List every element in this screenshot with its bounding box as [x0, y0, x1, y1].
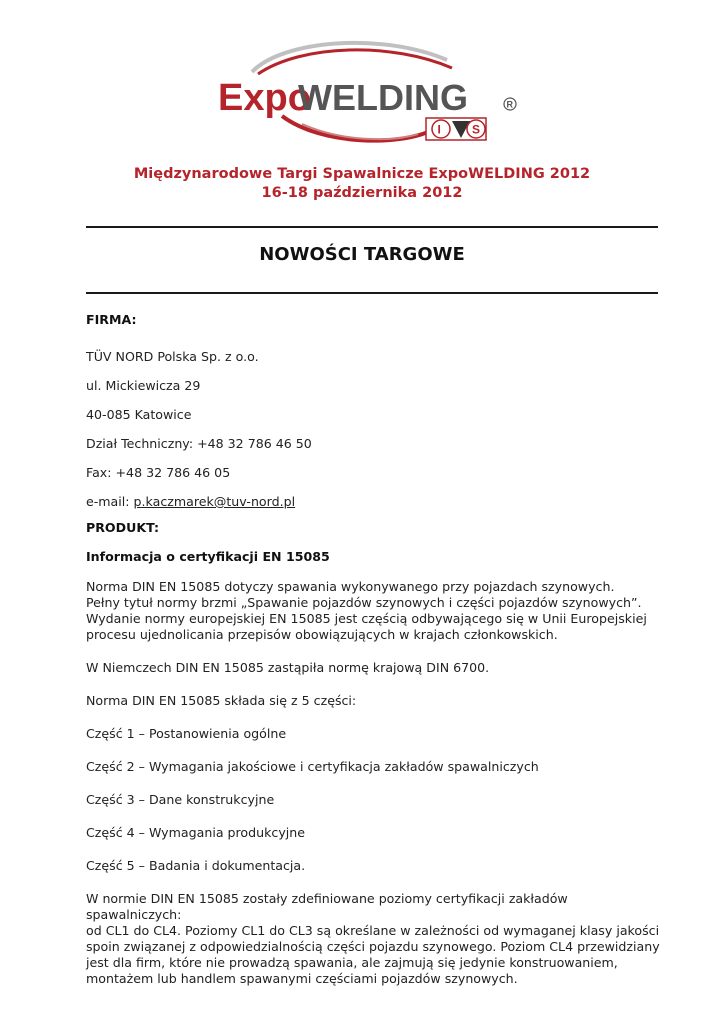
- intro-line: procesu ujednolicania przepisów obowiązujących w krajach członkowskich.: [86, 627, 558, 642]
- logo-text-expo: Expo: [218, 77, 311, 119]
- list-item: Część 1 – Postanowienia ogólne: [86, 726, 287, 741]
- paragraph-parts-intro: Norma DIN EN 15085 składa się z 5 części:: [86, 693, 357, 708]
- email-link[interactable]: p.kaczmarek@tuv-nord.pl: [133, 494, 296, 509]
- levels-line: spoin związanej z odpowiedzialnością części pojazdu szynowego. Poziom CL4 przewidziany: [86, 939, 660, 954]
- levels-line: montażem lub handlem spawanymi częściami pojazdów szynowych.: [86, 971, 518, 986]
- list-item: Część 2 – Wymagania jakościowe i certyfikacja zakładów spawalniczych: [86, 759, 539, 774]
- paragraph-intro: [86, 579, 666, 643]
- product-heading: Informacja o certyfikacji EN 15085: [86, 549, 330, 564]
- company-name: TÜV NORD Polska Sp. z o.o.: [86, 349, 259, 364]
- svg-text:I: I: [437, 122, 441, 137]
- list-item: Część 5 – Badania i dokumentacja.: [86, 858, 306, 873]
- registered-mark-icon: [504, 98, 516, 110]
- company-city: 40-085 Katowice: [86, 407, 192, 422]
- bottom-divider: [86, 292, 658, 294]
- svg-text:R: R: [506, 99, 513, 110]
- intro-line: Pełny tytuł normy brzmi „Spawanie pojazdów szynowych i części pojazdów szynowych”.: [86, 595, 642, 610]
- document-body: [86, 312, 666, 987]
- company-phone: Dział Techniczny: +48 32 786 46 50: [86, 436, 312, 451]
- list-item: Część 4 – Wymagania produkcyjne: [86, 825, 306, 840]
- company-street: ul. Mickiewicza 29: [86, 378, 201, 393]
- logo-text-welding: WELDING: [298, 77, 468, 118]
- intro-line: Norma DIN EN 15085 dotyczy spawania wykonywanego przy pojazdach szynowych.: [86, 579, 615, 594]
- paragraph-levels: [86, 891, 666, 987]
- logo-graphic: [212, 38, 532, 150]
- company-fax: Fax: +48 32 786 46 05: [86, 465, 231, 480]
- paragraph-germany: W Niemczech DIN EN 15085 zastąpiła normę krajową DIN 6700.: [86, 660, 490, 675]
- event-dates: 16-18 października 2012: [261, 185, 463, 201]
- top-divider: [86, 226, 658, 228]
- company-email-line: [86, 494, 666, 510]
- page-title: NOWOŚCI TARGOWE: [259, 244, 465, 265]
- expowelding-logo: [212, 38, 532, 150]
- event-title: Międzynarodowe Targi Spawalnicze ExpoWELDING 2012: [133, 166, 591, 182]
- levels-line: W normie DIN EN 15085 zostały zdefiniowane poziomy certyfikacji zakładów spawalniczych:: [86, 891, 568, 922]
- list-item: Część 3 – Dane konstrukcyjne: [86, 792, 275, 807]
- event-heading: [0, 165, 724, 203]
- produkt-label: PRODUKT:: [86, 520, 160, 535]
- intro-line: Wydanie normy europejskiej EN 15085 jest częścią odbywającego się w Unii Europejskiej: [86, 611, 647, 626]
- levels-line: jest dla firm, które nie prowadzą spawania, ale zajmują się jedynie konstruowaniem,: [86, 955, 618, 970]
- firma-label: FIRMA:: [86, 312, 137, 327]
- svg-text:S: S: [472, 122, 481, 137]
- is-badge-icon: [426, 118, 486, 140]
- email-prefix: e-mail:: [86, 494, 134, 509]
- levels-line: od CL1 do CL4. Poziomy CL1 do CL3 są określane w zależności od wymaganej klasy jakości: [86, 923, 660, 938]
